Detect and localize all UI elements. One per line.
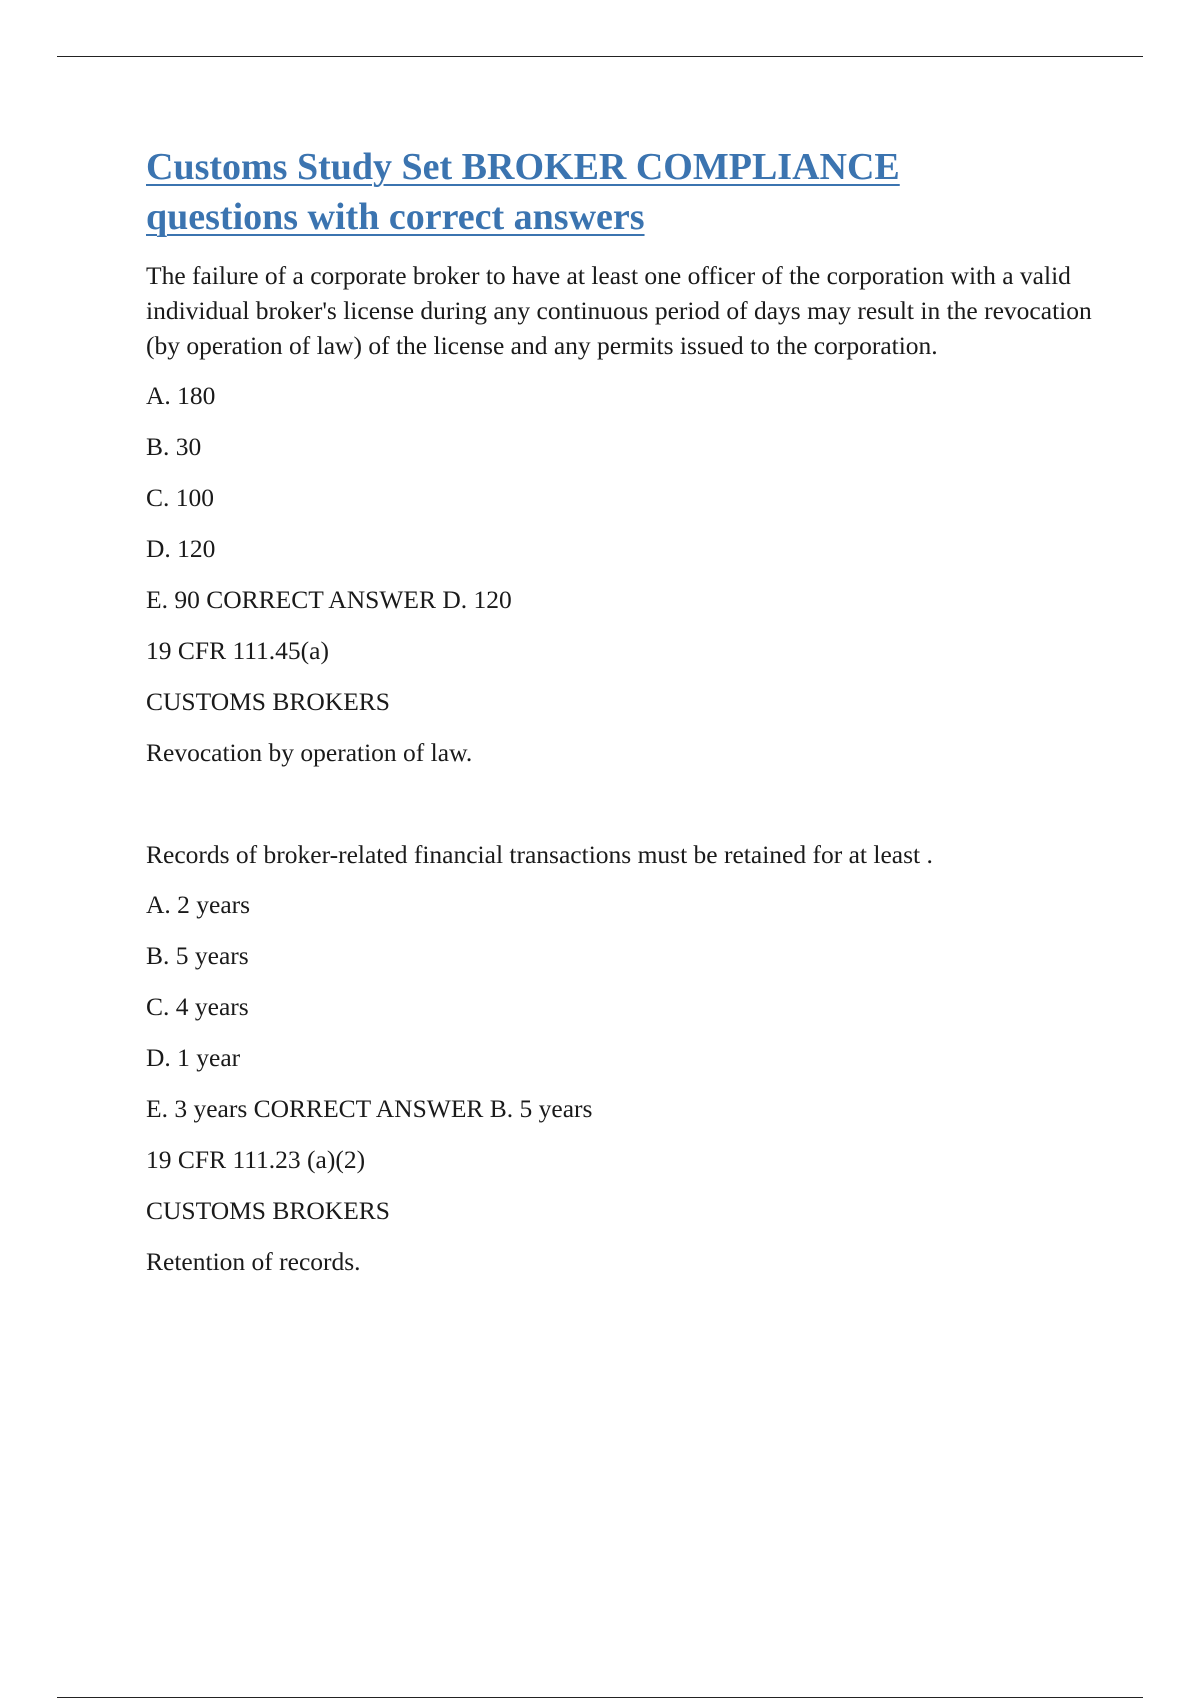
answer-option-e-correct-answer: E. 3 years CORRECT ANSWER B. 5 years xyxy=(146,1094,593,1123)
question-block-1 xyxy=(146,258,1096,770)
question-spacer xyxy=(146,786,1096,837)
answer-option-a: A. 180 xyxy=(146,381,216,410)
answer-option-b: B. 5 years xyxy=(146,941,249,970)
title-line-2: questions with correct answers xyxy=(146,196,645,238)
answer-option-d: D. 120 xyxy=(146,534,216,563)
answer-option-b: B. 30 xyxy=(146,432,202,461)
answer-option-a: A. 2 years xyxy=(146,890,251,919)
question-block-2 xyxy=(146,837,1096,1279)
answer-option-d: D. 1 year xyxy=(146,1043,241,1072)
answer-option-c: C. 100 xyxy=(146,483,215,512)
citation: 19 CFR 111.23 (a)(2) xyxy=(146,1145,366,1174)
title-line-1: Customs Study Set BROKER COMPLIANCE xyxy=(146,146,900,188)
bottom-rule xyxy=(57,1697,1143,1698)
category: CUSTOMS BROKERS xyxy=(146,687,390,716)
document-body xyxy=(146,142,1096,1295)
citation: 19 CFR 111.45(a) xyxy=(146,636,329,665)
answer-option-e-correct-answer: E. 90 CORRECT ANSWER D. 120 xyxy=(146,585,512,614)
topic: Revocation by operation of law. xyxy=(146,738,473,767)
topic: Retention of records. xyxy=(146,1247,361,1276)
answer-option-c: C. 4 years xyxy=(146,992,249,1021)
top-rule xyxy=(57,56,1143,57)
question-prompt: The failure of a corporate broker to have at least one officer of the corporation with a valid individual broker's license during any continuous period of days may result in the revocation (by operation of law) of the license and any permits issued to the corporation. xyxy=(146,261,1092,360)
category: CUSTOMS BROKERS xyxy=(146,1196,390,1225)
document-title xyxy=(146,142,1096,242)
question-prompt: Records of broker-related financial transactions must be retained for at least . xyxy=(146,840,933,869)
